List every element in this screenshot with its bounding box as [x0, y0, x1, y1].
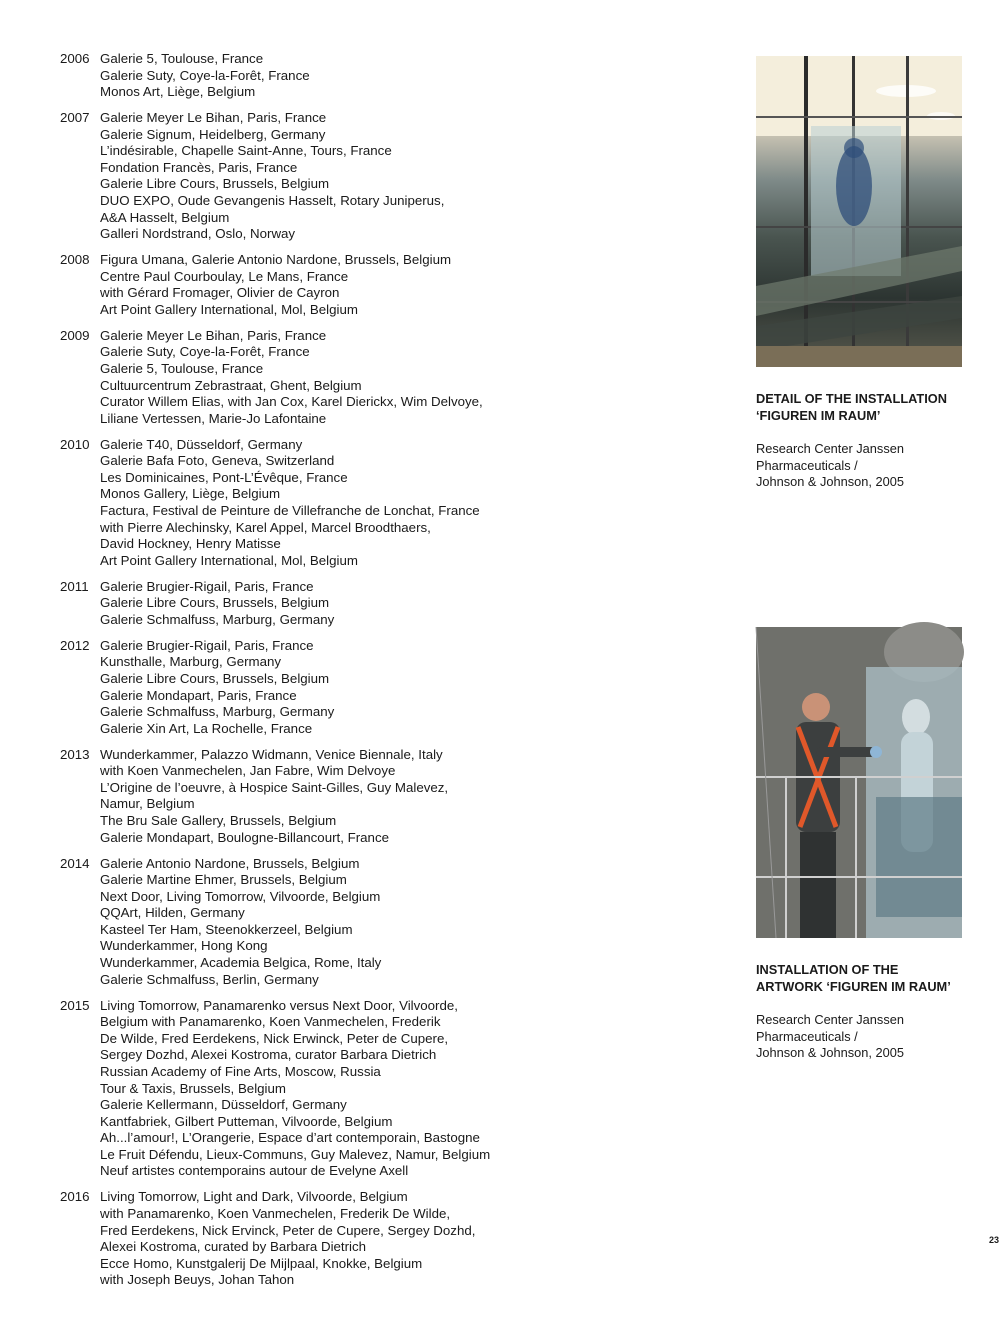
exhibition-entry: Galerie Libre Cours, Brussels, Belgium [100, 595, 330, 611]
caption-artist-installing [756, 962, 986, 1062]
exhibition-year: 2010 [60, 436, 90, 452]
exhibition-entry: Wunderkammer, Hong Kong [100, 938, 268, 954]
exhibition-entry: Galerie Libre Cours, Brussels, Belgium [100, 670, 330, 686]
caption-body-line: Johnson & Johnson, 2005 [756, 1045, 904, 1061]
caption-body-line: Research Center Janssen [756, 1012, 904, 1028]
exhibition-entry: Tour & Taxis, Brussels, Belgium [100, 1080, 286, 1096]
exhibition-entry: Galerie Meyer Le Bihan, Paris, France [100, 327, 327, 343]
exhibition-entries [100, 747, 520, 847]
exhibition-entry: Art Point Gallery International, Mol, Belgium [100, 301, 358, 317]
exhibition-entry: Art Point Gallery International, Mol, Belgium [100, 552, 358, 568]
caption-body-line: Research Center Janssen [756, 441, 904, 457]
exhibition-entry: Galerie Signum, Heidelberg, Germany [100, 126, 326, 142]
exhibition-year-block [60, 998, 520, 1181]
exhibition-entry: L’indésirable, Chapelle Saint-Anne, Tours, France [100, 143, 392, 159]
exhibition-entry: Russian Academy of Fine Arts, Moscow, Russia [100, 1063, 381, 1079]
exhibition-entry: QQArt, Hilden, Germany [100, 905, 245, 921]
exhibition-year-block [60, 328, 520, 428]
exhibition-year-block [60, 1189, 520, 1289]
exhibition-entry: Galerie Mondapart, Boulogne-Billancourt, France [100, 829, 389, 845]
exhibition-entry: Galerie 5, Toulouse, France [100, 360, 264, 376]
exhibition-entry: Monos Gallery, Liège, Belgium [100, 486, 281, 502]
exhibition-entry: Galerie Suty, Coye-la-Forêt, France [100, 344, 310, 360]
caption-body [756, 441, 986, 491]
exhibition-entry: Namur, Belgium [100, 796, 195, 812]
exhibition-entry: Fondation Francès, Paris, France [100, 159, 298, 175]
caption-title-line: ‘FIGUREN IM RAUM’ [756, 407, 881, 423]
exhibition-entry: Galerie T40, Düsseldorf, Germany [100, 436, 303, 452]
exhibition-entry: Neuf artistes contemporains autour de Evelyne Axell [100, 1163, 409, 1179]
exhibition-entry: Cultuurcentrum Zebrastraat, Ghent, Belgium [100, 377, 362, 393]
exhibition-entry: with Panamarenko, Koen Vanmechelen, Frederik De Wilde, [100, 1205, 451, 1221]
exhibition-entry: Galleri Nordstrand, Oslo, Norway [100, 226, 296, 242]
caption-title-line: ARTWORK ‘FIGUREN IM RAUM’ [756, 978, 951, 994]
exhibitions-list [60, 51, 520, 1298]
exhibition-year-block [60, 437, 520, 570]
exhibition-entry: with Pierre Alechinsky, Karel Appel, Marcel Broodthaers, [100, 519, 431, 535]
page-number: 23 [989, 1235, 999, 1245]
exhibition-entries [100, 252, 520, 318]
exhibition-entry: Sergey Dozhd, Alexei Kostroma, curator Barbara Dietrich [100, 1047, 437, 1063]
exhibition-year: 2008 [60, 252, 90, 268]
exhibition-year: 2014 [60, 855, 90, 871]
exhibition-entry: Living Tomorrow, Panamarenko versus Next Door, Vilvoorde, [100, 997, 458, 1013]
caption-body-line: Pharmaceuticals / [756, 1028, 858, 1044]
exhibition-year-block [60, 252, 520, 318]
exhibition-entry: Le Fruit Défendu, Lieux-Communs, Guy Malevez, Namur, Belgium [100, 1146, 491, 1162]
exhibition-entry: Wunderkammer, Academia Belgica, Rome, Italy [100, 955, 382, 971]
caption-body-line: Pharmaceuticals / [756, 457, 858, 473]
exhibition-entry: Centre Paul Courboulay, Le Mans, France [100, 268, 349, 284]
caption-title [756, 391, 986, 424]
exhibition-entry: Belgium with Panamarenko, Koen Vanmechelen, Frederik [100, 1014, 441, 1030]
caption-body [756, 1012, 986, 1062]
exhibition-year-block [60, 856, 520, 989]
caption-installation-detail [756, 391, 986, 491]
exhibition-entries [100, 328, 520, 428]
exhibition-year: 2013 [60, 746, 90, 762]
exhibition-entry: Galerie Libre Cours, Brussels, Belgium [100, 176, 330, 192]
exhibition-entries [100, 437, 520, 570]
exhibition-entries [100, 1189, 520, 1289]
caption-title-line: DETAIL OF THE INSTALLATION [756, 391, 947, 406]
installation-detail-photo [756, 56, 962, 367]
exhibition-year: 2007 [60, 110, 90, 126]
exhibition-entry: with Gérard Fromager, Olivier de Cayron [100, 285, 340, 301]
exhibition-entry: David Hockney, Henry Matisse [100, 536, 281, 552]
exhibition-year-block [60, 638, 520, 738]
exhibition-entry: Galerie Brugier-Rigail, Paris, France [100, 637, 314, 653]
exhibition-entry: Ecce Homo, Kunstgalerij De Mijlpaal, Knokke, Belgium [100, 1255, 423, 1271]
exhibition-entries [100, 998, 520, 1181]
exhibition-entry: Galerie Schmalfuss, Berlin, Germany [100, 971, 319, 987]
exhibition-entries [100, 579, 520, 629]
caption-title [756, 962, 986, 995]
exhibition-entry: Living Tomorrow, Light and Dark, Vilvoorde, Belgium [100, 1189, 408, 1205]
exhibition-year: 2015 [60, 997, 90, 1013]
exhibition-entries [100, 856, 520, 989]
exhibition-year-block [60, 747, 520, 847]
exhibition-entry: Galerie Schmalfuss, Marburg, Germany [100, 704, 335, 720]
exhibition-entry: Next Door, Living Tomorrow, Vilvoorde, Belgium [100, 888, 381, 904]
exhibition-entry: De Wilde, Fred Eerdekens, Nick Erwinck, Peter de Cupere, [100, 1030, 449, 1046]
exhibition-entry: Kantfabriek, Gilbert Putteman, Vilvoorde, Belgium [100, 1113, 393, 1129]
exhibition-entry: Galerie Brugier-Rigail, Paris, France [100, 578, 314, 594]
exhibition-entry: Fred Eerdekens, Nick Ervinck, Peter de Cupere, Sergey Dozhd, [100, 1222, 476, 1238]
exhibition-entry: Galerie Suty, Coye-la-Forêt, France [100, 67, 310, 83]
exhibition-year: 2006 [60, 51, 90, 66]
exhibition-entry: Galerie 5, Toulouse, France [100, 51, 264, 66]
exhibition-year-block [60, 579, 520, 629]
exhibition-year: 2011 [60, 578, 89, 594]
exhibition-entries [100, 638, 520, 738]
exhibition-entry: Figura Umana, Galerie Antonio Nardone, Brussels, Belgium [100, 252, 452, 268]
caption-body-line: Johnson & Johnson, 2005 [756, 474, 904, 490]
exhibition-entry: with Koen Vanmechelen, Jan Fabre, Wim Delvoye [100, 763, 396, 779]
exhibition-entry: Galerie Bafa Foto, Geneva, Switzerland [100, 453, 335, 469]
exhibition-entries [100, 110, 520, 243]
exhibition-entry: Galerie Martine Ehmer, Brussels, Belgium [100, 872, 347, 888]
exhibition-entries [100, 51, 520, 101]
exhibition-entry: Monos Art, Liège, Belgium [100, 84, 256, 100]
exhibition-entry: Liliane Vertessen, Marie-Jo Lafontaine [100, 410, 327, 426]
artist-installing-photo [756, 627, 962, 938]
exhibition-entry: Factura, Festival de Peinture de Villefranche de Lonchat, France [100, 503, 480, 519]
exhibition-entry: Galerie Mondapart, Paris, France [100, 687, 297, 703]
exhibition-entry: Galerie Meyer Le Bihan, Paris, France [100, 110, 327, 126]
exhibition-entry: Galerie Xin Art, La Rochelle, France [100, 720, 313, 736]
exhibition-year: 2016 [60, 1189, 90, 1205]
exhibition-entry: Kasteel Ter Ham, Steenokkerzeel, Belgium [100, 921, 353, 937]
exhibition-entry: Curator Willem Elias, with Jan Cox, Karel Dierickx, Wim Delvoye, [100, 394, 483, 410]
exhibition-entry: Galerie Kellermann, Düsseldorf, Germany [100, 1097, 347, 1113]
exhibition-entry: with Joseph Beuys, Johan Tahon [100, 1272, 295, 1288]
exhibition-entry: The Bru Sale Gallery, Brussels, Belgium [100, 813, 337, 829]
exhibition-entry: DUO EXPO, Oude Gevangenis Hasselt, Rotary Juniperus, [100, 193, 445, 209]
exhibition-entry: Ah...l’amour!, L’Orangerie, Espace d’art contemporain, Bastogne [100, 1130, 480, 1146]
exhibition-year: 2009 [60, 327, 90, 343]
caption-title-line: INSTALLATION OF THE [756, 962, 899, 977]
exhibition-entry: Wunderkammer, Palazzo Widmann, Venice Biennale, Italy [100, 746, 443, 762]
exhibition-year-block [60, 51, 520, 101]
exhibition-entry: Alexei Kostroma, curated by Barbara Dietrich [100, 1239, 367, 1255]
exhibition-year: 2012 [60, 637, 90, 653]
exhibition-entry: Kunsthalle, Marburg, Germany [100, 654, 282, 670]
exhibition-entry: Galerie Antonio Nardone, Brussels, Belgium [100, 855, 360, 871]
exhibition-entry: Galerie Schmalfuss, Marburg, Germany [100, 611, 335, 627]
exhibition-year-block [60, 110, 520, 243]
exhibition-entry: A&A Hasselt, Belgium [100, 209, 230, 225]
exhibition-entry: L’Origine de l’oeuvre, à Hospice Saint-Gilles, Guy Malevez, [100, 779, 449, 795]
exhibition-entry: Les Dominicaines, Pont-L’Évêque, France [100, 469, 348, 485]
